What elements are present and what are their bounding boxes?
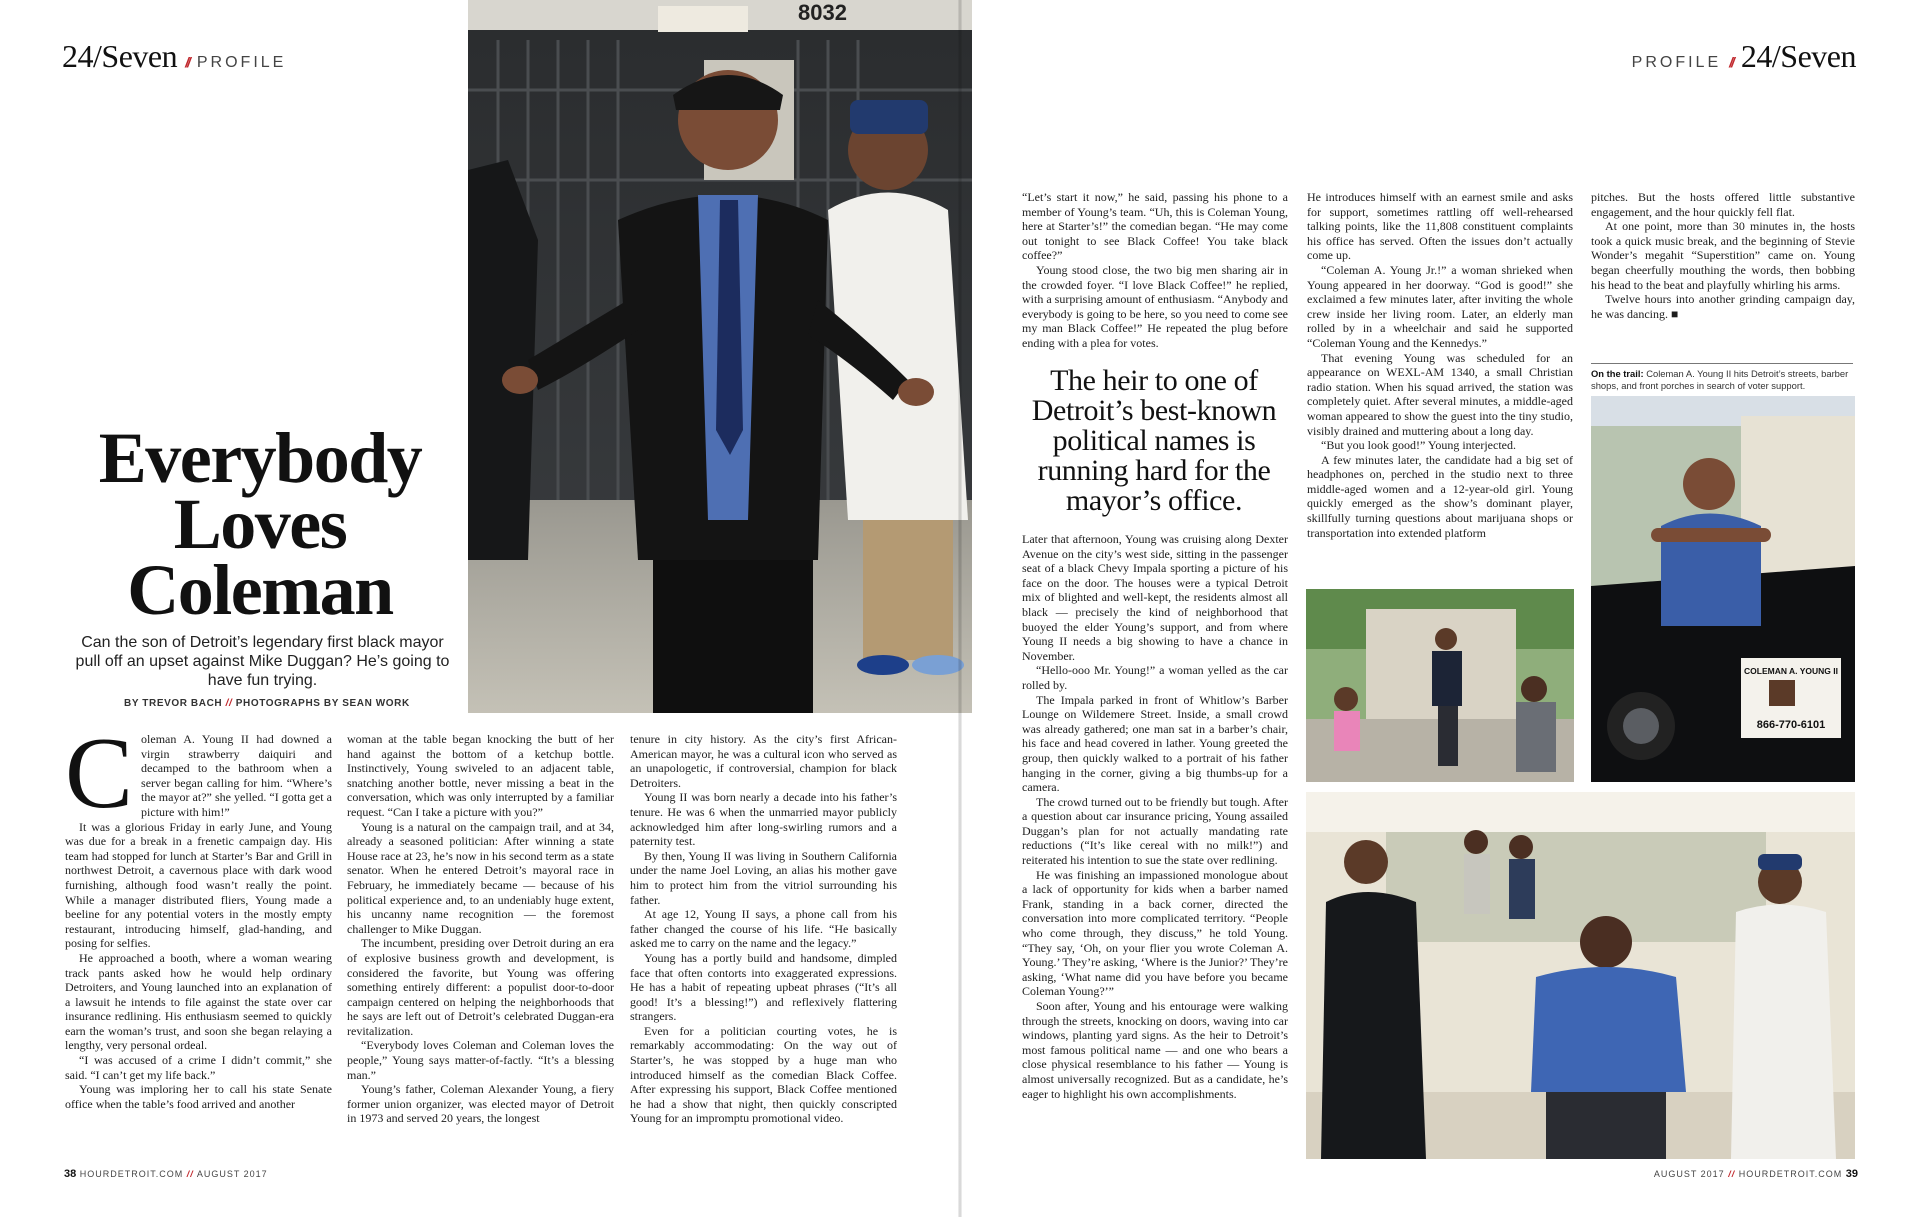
headline-line-1: Everybody [98, 418, 422, 498]
caption-label: On the trail: [1591, 368, 1644, 379]
body-column-1 [65, 732, 332, 1162]
paragraph: Young stood close, the two big men sharing air in the crowded foyer. “I love Black Coffee!” he replied, with a surprising amount of enthusiasm. “Anybody and everybody is going to be here, so you need to come see my man Black Coffee!” He repeated the plug before ending with a plea for votes. [1022, 262, 1288, 350]
body-column-4-top [1022, 190, 1288, 360]
slash-separator: // [1729, 54, 1733, 70]
body-column-4-bottom [1022, 532, 1288, 1160]
photo-caption [1591, 363, 1853, 392]
paragraph: That evening Young was scheduled for an appearance on WEXL-AM 1340, a small Christian radio station. When his squad arrived, the station was completely quiet. After several minutes, a middle-aged woman appeared to show the guest into the tiny studio, visibly drained and muttering about a long day. [1307, 350, 1573, 438]
paragraph: “Everybody loves Coleman and Coleman loves the people,” Young says matter-of-factly. “It’s a blessing man.” [347, 1038, 614, 1082]
section-label: PROFILE [1631, 54, 1722, 71]
body-column-2 [347, 732, 614, 1162]
folio-site: HOURDETROIT.COM [79, 1169, 184, 1179]
page-number: 39 [1845, 1168, 1858, 1180]
folio-separator: // [186, 1169, 194, 1179]
headline-line-3: Coleman [127, 550, 393, 630]
paragraph: It was a glorious Friday in early June, and Young was due for a break in a frenetic campaign day. His team had stopped for lunch at Starter’s Bar and Grill in northwest Detroit, a cavernous place with dark wood furnishing, although food wasn’t really the point. While a manager distributed fliers, Young made a beeline for any potential voters in the mostly empty restaurant, introducing himself, glad-handing, and posing for selfies. [65, 819, 332, 951]
paragraph: Later that afternoon, Young was cruising along Dexter Avenue on the city’s west side, sitting in the passenger seat of a black Chevy Impala sporting a picture of his face on the door. The houses were a typical Detroit mix of blighted and well-kept, the residents almost all black — precisely the kind of neighborhood that buoyed the elder Young’s support, and from where Young II needs a big showing to have a chance in November. [1022, 532, 1288, 663]
porch-photo [1306, 589, 1574, 782]
paragraph: By then, Young II was living in Southern California under the name Joel Loving, an alias his mother gave him to protect him from the vitriol surrounding his father. [630, 848, 897, 907]
article-dek: Can the son of Detroit’s legendary first black mayor pull off an upset against Mike Duggan? He’s going to have fun trying. [75, 634, 450, 689]
door-number: 8032 [798, 0, 847, 25]
page-number: 38 [64, 1168, 77, 1180]
paragraph: Young II was born nearly a decade into his father’s tenure. He was 6 when the unmarried mayor publicly acknowledged him after long-swirling rumors and a paternity test. [630, 790, 897, 849]
paragraph: “Hello-ooo Mr. Young!” a woman yelled as the car rolled by. [1022, 663, 1288, 692]
paragraph: A few minutes later, the candidate had a big set of headphones on, perched in the studio next to three middle-aged women and a 12-year-old girl. Young quickly emerged as the show’s dominant player, skillfully turning questions about marijuana shops or transportation into extended platform [1307, 452, 1573, 540]
paragraph: Even for a politician courting votes, he is remarkably accommodating: On the way out of Starter’s, he was stopped by a huge man who introduced himself as the comedian Black Coffee. After expressing his support, Black Coffee mentioned he had a show that night, then quickly conscripted Young for an impromptu promotional video. [630, 1023, 897, 1126]
paragraph: The crowd turned out to be friendly but tough. After a question about car insurance pricing, Young assailed Duggan’s plan for not actually mandating rate reductions (“It’s like cereal with no milk!”) and reiterated his intention to sue the state over redlining. [1022, 794, 1288, 868]
byline [124, 698, 410, 709]
pull-quote: The heir to one of Detroit’s best-known political names is running hard for the mayor’s office. [1031, 364, 1277, 517]
byline-separator: // [225, 698, 233, 709]
paragraph: He was finishing an impassioned monologue about a lack of opportunity for kids when a barber named Frank, standing in a back corner, directed the conversation into more complicated territory. “People who come through, they discuss,” he told Young. “They say, ‘Oh, on your flier you wrote Coleman A. Young.’ They’re asking, ‘Where is the Junior?’ They’re asking, ‘What name did you have before you became Coleman Young?’” [1022, 867, 1288, 999]
paragraph: “Coleman A. Young Jr.!” a woman shrieked when Young appeared in her doorway. “God is good!” she exclaimed a few minutes later, after inviting the whole crew inside her living room. Later, an elderly man rolled by in a wheelchair and said he supported “Coleman Young and the Kennedys.” [1307, 262, 1573, 350]
paragraph: woman at the table began knocking the butt of her hand against the bottom of a ketchup bottle. Instinctively, Young swiveled to an adjacent table, snatching another bottle, never missing a beat in the conversation, which was only interrupted by a familiar request. “Can I take a picture with you?” [347, 732, 614, 819]
car-sign-phone: 866-770-6101 [1756, 719, 1826, 731]
hero-photo [468, 0, 972, 713]
body-column-6 [1591, 190, 1855, 358]
paragraph: He introduces himself with an earnest smile and asks for support, sometimes rattling off well-rehearsed talking points, like the 11,808 constituent complaints his office has served. Often the issues don’t actually come up. [1307, 190, 1573, 263]
brand-name: 24/Seven [62, 38, 178, 74]
paragraph: “I was accused of a crime I didn’t commit,” she said. “I can’t get my life back.” [65, 1053, 332, 1082]
body-column-3 [630, 732, 897, 1162]
paragraph: Soon after, Young and his entourage were walking through the streets, knocking on doors, waving into car windows, planting yard signs. As the heir to Detroit’s most famous political name — and one who bears a close physical resemblance to his father — Young is almost universally recognized. But as a candidate, he’s eager to highlight his own accomplishments. [1022, 999, 1288, 1101]
paragraph: Young is a natural on the campaign trail, and at 34, already a seasoned politician: After winning a state House race at 23, he’s now in his second term as a state senator. When he entered Detroit’s mayoral race in February, he immediately became — because of his political experience and, to an undeniably huge extent, his uncanny name recognition — the foremost challenger to Mike Duggan. [347, 819, 614, 936]
running-head-right [1632, 38, 1856, 75]
paragraph: Young was imploring her to call his state Senate office when the table’s food arrived and another [65, 1082, 332, 1111]
car-photo [1591, 396, 1855, 782]
body-column-5 [1307, 190, 1573, 582]
folio-left [64, 1168, 268, 1180]
folio-date: AUGUST 2017 [196, 1169, 268, 1179]
paragraph: Young’s father, Coleman Alexander Young, a fiery former union organizer, was elected mayor of Detroit in 1973 and served 20 years, the longest [347, 1082, 614, 1126]
running-head-left [62, 38, 286, 75]
paragraph: Coleman A. Young II had downed a virgin strawberry daiquiri and decamped to the bathroom when a server began calling for him. “Where’s the mayor at?” she yelled. “I gotta get a picture with him!” [65, 732, 332, 830]
article-headline [40, 418, 480, 630]
barber-shop-photo [1306, 792, 1855, 1159]
caption-text: Coleman A. Young II hits Detroit’s streets, barber shops, and front porches in search of voter support. [1591, 368, 1849, 391]
drop-cap: C [65, 732, 134, 830]
paragraph: At one point, more than 30 minutes in, the hosts took a quick music break, and the beginning of Stevie Wonder’s megahit “Superstition” came on. Young began cheerfully mouthing the words, then bobbing his head to the beat and playfully whirling his arms. [1591, 219, 1855, 292]
byline-author: BY TREVOR BACH [124, 698, 223, 709]
byline-photographer: PHOTOGRAPHS BY SEAN WORK [235, 698, 410, 709]
slash-separator: // [185, 54, 189, 70]
brand-name: 24/Seven [1740, 38, 1856, 74]
page-gutter [958, 0, 962, 1217]
folio-date: AUGUST 2017 [1653, 1169, 1725, 1179]
folio-site: HOURDETROIT.COM [1738, 1169, 1843, 1179]
paragraph: The incumbent, presiding over Detroit during an era of explosive business growth and development, is considered the favorite, but Young was offering something entirely different: a populist door-to-door campaign centered on helping the neighborhoods that he says are left out of Detroit’s celebrated Duggan-era revitalization. [347, 936, 614, 1038]
paragraph: The Impala parked in front of Whitlow’s Barber Lounge on Wildemere Street. Inside, a small crowd was already gathered; one man sat in a barber’s chair, his face and head covered in lather. Young greeted the group, then quickly walked to a portrait of his father hanging in the corner, giving a big thumbs-up for a camera. [1022, 692, 1288, 795]
paragraph: At age 12, Young II says, a phone call from his father changed the course of his life. “He basically asked me to carry on the name and the legacy.” [630, 907, 897, 951]
folio-separator: // [1728, 1169, 1736, 1179]
paragraph: pitches. But the hosts offered little substantive engagement, and the hour quickly fell flat. [1591, 190, 1855, 219]
paragraph: He approached a booth, where a woman wearing track pants asked how he would help ordinary Detroiters, and Young launched into an explanation of a lawsuit he intends to file against the state over car insurance redlining. His enthusiasm seemed to quickly earn the woman’s trust, and soon she began relaying a lengthy, very personal ordeal. [65, 950, 332, 1053]
paragraph: “Let’s start it now,” he said, passing his phone to a member of Young’s team. “Uh, this is Coleman Young, here at Starter’s!” the comedian began. “He may come out tonight to see Black Coffee! You take black coffee?” [1022, 190, 1288, 263]
headline-line-2: Loves [173, 484, 347, 564]
folio-right [1654, 1168, 1858, 1180]
paragraph: “But you look good!” Young interjected. [1321, 438, 1516, 453]
section-label: PROFILE [196, 54, 287, 71]
paragraph: tenure in city history. As the city’s first African-American mayor, he was a cultural icon who served as an unapologetic, if controversial, champion for black Detroiters. [630, 732, 897, 790]
paragraph: Twelve hours into another grinding campaign day, he was dancing. ■ [1591, 292, 1855, 321]
car-sign-name: COLEMAN A. YOUNG II [1744, 666, 1838, 676]
paragraph: Young has a portly build and handsome, dimpled face that often contorts into exaggerated expressions. He has a habit of repeating upbeat phrases (“It’s all good! It’s a blessing!”) and reflexively flattering strangers. [630, 950, 897, 1024]
